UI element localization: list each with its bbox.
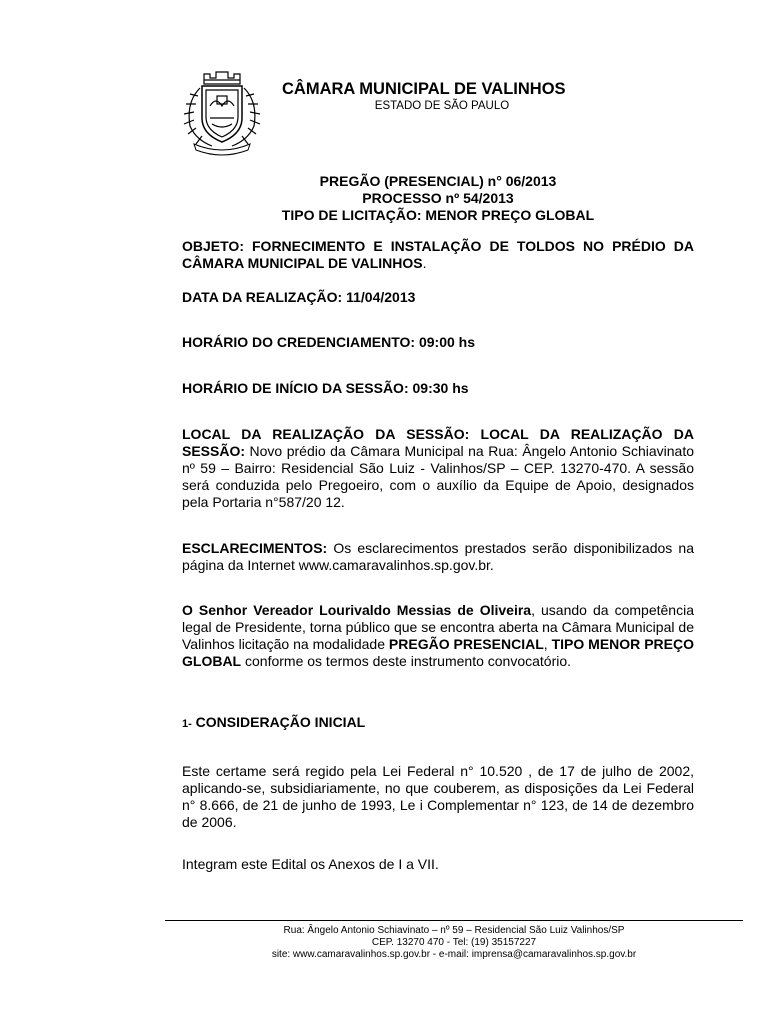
- processo-number: PROCESSO nº 54/2013: [362, 190, 514, 206]
- institution-title: CÂMARA MUNICIPAL DE VALINHOS: [282, 80, 566, 98]
- notice-header: [182, 173, 694, 224]
- preambulo-paragraph: [182, 602, 694, 670]
- modalidade: PREGÃO PRESENCIAL: [388, 636, 544, 652]
- institution-subtitle: ESTADO DE SÃO PAULO: [374, 100, 510, 112]
- local-label: LOCAL DA REALIZAÇÃO DA SESSÃO: LOCAL DA REALIZAÇÃO DA SESSÃO:: [182, 426, 694, 459]
- preambulo-text-2: conforme os termos deste instrumento convocatório.: [241, 653, 572, 669]
- preambulo-comma: ,: [543, 636, 552, 652]
- section-heading-1: [182, 714, 694, 733]
- section-number: 1-: [182, 718, 192, 730]
- local-paragraph: [182, 426, 694, 511]
- tipo-licitacao: TIPO DE LICITAÇÃO: MENOR PREÇO GLOBAL: [281, 207, 595, 223]
- footer-divider: [165, 920, 743, 921]
- esclarecimentos-label: ESCLARECIMENTOS:: [182, 540, 328, 556]
- horario-inicio: HORÁRIO DE INÍCIO DA SESSÃO: 09:30 hs: [182, 380, 469, 396]
- esclarecimentos-paragraph: [182, 540, 694, 574]
- local-text: Novo prédio da Câmara Municipal na Rua: Ângelo Antonio Schiavinato nº 59 – Bairro: Residencial São Luiz - Valinhos/SP – CEP. 13270-470. A sessão será conduzida pelo Pregoeiro, com o auxílio da Equipe de Apoio, designados pela Portaria n°587/20 12.: [182, 443, 694, 510]
- esclarecimentos-text: Os esclarecimentos prestados serão disponibilizados na página da Internet www.camaravalinhos.sp.gov.br.: [182, 540, 694, 573]
- pregao-number: PREGÃO (PRESENCIAL) n° 06/2013: [319, 173, 557, 189]
- horario-credenciamento: HORÁRIO DO CREDENCIAMENTO: 09:00 hs: [182, 334, 476, 350]
- footer-contact: CEP. 13270 470 - Tel: (19) 35157227: [371, 937, 537, 948]
- tipo-julgamento: TIPO MENOR PREÇO GLOBAL: [182, 636, 694, 669]
- objeto-text: OBJETO: FORNECIMENTO E INSTALAÇÃO DE TOLDOS NO PRÉDIO DA CÂMARA MUNICIPAL DE VALINHOS: [182, 238, 694, 271]
- objeto-paragraph: [182, 238, 694, 272]
- footer-site: site: www.camaravalinhos.sp.gov.br - e-mail: imprensa@camaravalinhos.sp.gov.br: [271, 949, 637, 960]
- body-paragraph-1: Este certame será regido pela Lei Federal n° 10.520 , de 17 de julho de 2002, aplicando-se, subsidiariamente, no que couberem, as disposições da Lei Federal n° 8.666, de 21 de junho de 1993, Le i Complementar n° 123, de 14 de dezembro de 2006.: [182, 763, 694, 830]
- preambulo-text-1: , usando da competência legal de Presidente, torna público que se encontra aberta na Câmara Municipal de Valinhos licitação na modalidade: [182, 602, 694, 652]
- municipal-coat-of-arms-icon: [172, 66, 272, 156]
- footer-address: Rua: Ângelo Antonio Schiavinato – nº 59 – Residencial São Luiz Valinhos/SP: [283, 925, 625, 936]
- data-realizacao: DATA DA REALIZAÇÃO: 11/04/2013: [182, 289, 416, 305]
- body-paragraph-2: Integram este Edital os Anexos de I a VII.: [182, 856, 439, 872]
- objeto-end: .: [422, 255, 427, 271]
- section-title: CONSIDERAÇÃO INICIAL: [195, 714, 366, 730]
- president-name: O Senhor Vereador Lourivaldo Messias de Oliveira: [182, 602, 532, 618]
